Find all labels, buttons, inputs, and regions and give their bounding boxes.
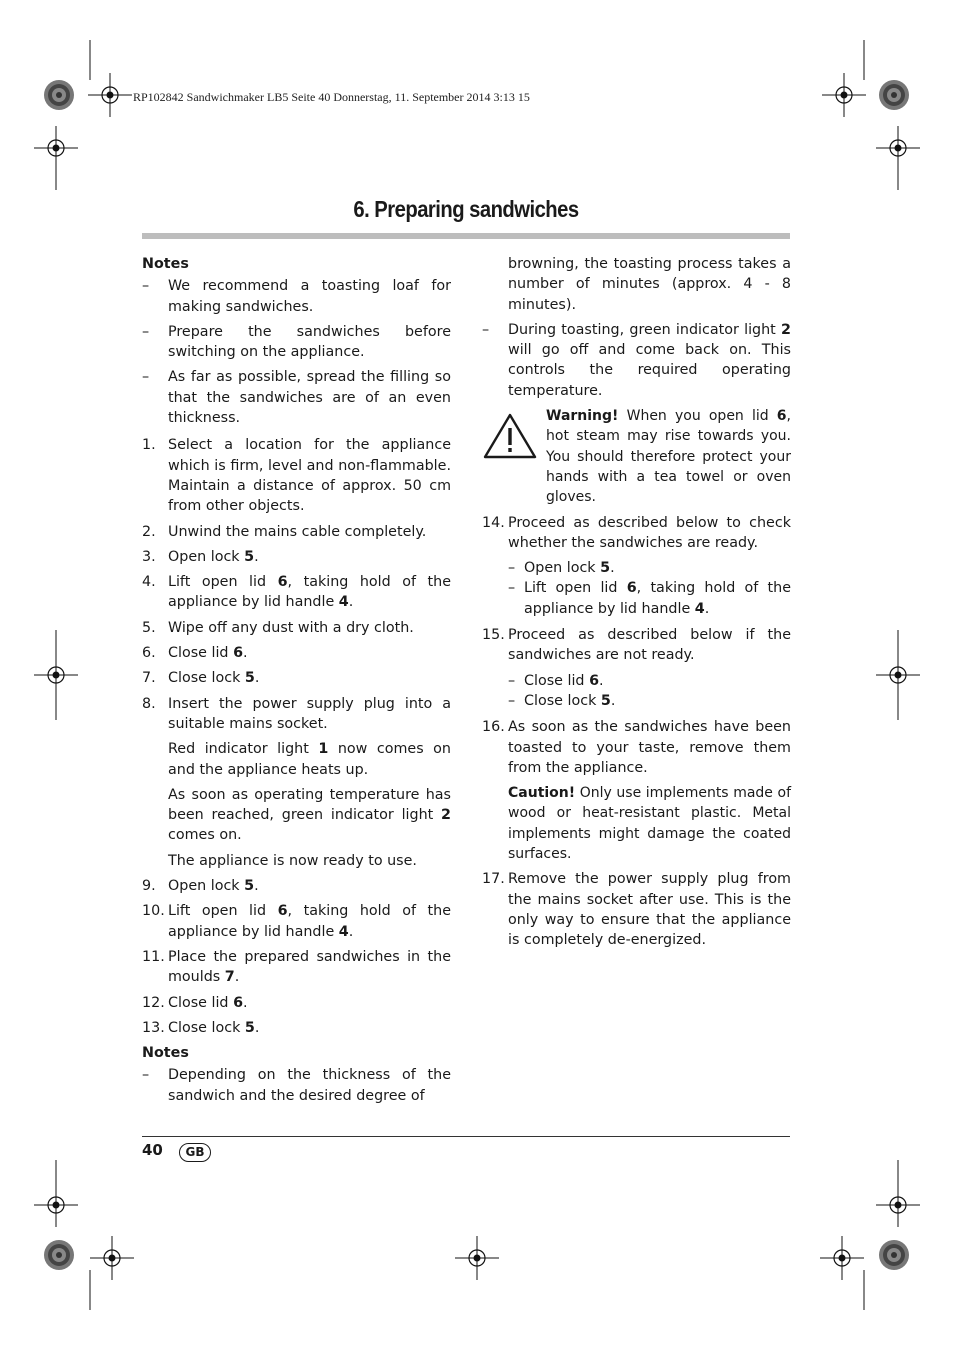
step-17: [482, 869, 791, 950]
sub-step-text: Lift open lid 6, taking hold of the appliance by lid handle 4.: [524, 580, 791, 617]
note-text: Prepare the sandwiches before switching on the appliance.: [168, 323, 451, 361]
step-3: [142, 547, 451, 567]
step-text: Lift open lid 6, taking hold of the appliance by lid handle 4.: [168, 903, 451, 940]
step-1: [142, 435, 451, 516]
step-8-detail: As soon as operating temperature has been reached, green indicator light 2 comes on.: [168, 786, 451, 844]
crosshair-icon: [34, 126, 78, 170]
step-13: [142, 1018, 451, 1038]
step-9: [142, 876, 451, 896]
warning-text: Warning! When you open lid 6, hot steam may rise towards you. You should therefore protect your hands with a tea towel or oven gloves.: [546, 408, 791, 506]
step-number: 6.: [142, 645, 156, 662]
notes-heading: Notes: [142, 256, 189, 272]
step-number: 17.: [482, 871, 505, 888]
step-text: Close lid 6.: [168, 645, 248, 662]
crosshair-icon: [876, 126, 920, 170]
step-text: Close lid 6.: [168, 994, 248, 1011]
step-text: As soon as the sandwiches have been toasted to your taste, remove them from the appliance.: [508, 719, 791, 776]
step-8-detail: The appliance is now ready to use.: [168, 852, 417, 869]
notes-heading: Notes: [142, 1045, 189, 1062]
step-text: Remove the power supply plug from the mains socket after use. This is the only way to ensure that the appliance is completely de-energized.: [508, 871, 791, 949]
crosshair-icon: [90, 1236, 134, 1280]
page-number: 40: [142, 1141, 163, 1159]
step-14: [482, 513, 791, 554]
step-number: 1.: [142, 437, 156, 454]
sub-step-text: Close lid 6.: [524, 672, 604, 689]
sub-step: [508, 671, 791, 691]
step-text: Select a location for the appliance which is firm, level and non-flammable. Maintain a distance of approx. 50 cm from other objects.: [168, 437, 451, 515]
crosshair-icon: [88, 73, 132, 117]
color-bar-icon: [44, 1240, 74, 1270]
title-rule: [142, 233, 790, 239]
step-2: [142, 522, 451, 542]
step-number: 10.: [142, 903, 165, 920]
dash-marker: –: [508, 560, 516, 577]
step-number: 3.: [142, 548, 156, 565]
step-number: 12.: [142, 994, 165, 1011]
crosshair-icon: [876, 1183, 920, 1227]
step-text: Open lock 5.: [168, 878, 259, 895]
footer-rule: [142, 1136, 790, 1137]
step-text: Close lock 5.: [168, 670, 260, 687]
language-badge: GB: [179, 1143, 211, 1162]
step-8-detail: Red indicator light 1 now comes on and the appliance heats up.: [168, 741, 451, 778]
warning-triangle-icon: [482, 406, 546, 507]
dash-marker: –: [508, 672, 516, 689]
right-column: [482, 254, 791, 956]
note-item: [142, 322, 451, 363]
step-text: Insert the power supply plug into a suitable mains socket.: [168, 695, 451, 732]
step-number: 2.: [142, 523, 156, 540]
sub-step-text: Close lock 5.: [524, 692, 616, 709]
step-10: [142, 901, 451, 942]
step-11: [142, 947, 451, 988]
step-12: [142, 993, 451, 1013]
step-text: Proceed as described below if the sandwiches are not ready.: [508, 627, 791, 664]
sub-step: [508, 558, 791, 578]
step-text: Place the prepared sandwiches in the moulds 7.: [168, 948, 451, 986]
note-item: [142, 276, 451, 317]
print-slug: RP102842 Sandwichmaker LB5 Seite 40 Donnerstag, 11. September 2014 3:13 15: [133, 90, 530, 104]
step-text: Proceed as described below to check whether the sandwiches are ready.: [508, 514, 791, 551]
step-4: [142, 572, 451, 613]
step-number: 5.: [142, 619, 156, 636]
step-number: 4.: [142, 574, 156, 591]
crosshair-icon: [820, 1236, 864, 1280]
crosshair-icon: [34, 653, 78, 697]
step-number: 16.: [482, 719, 505, 736]
note-item: [142, 1065, 451, 1106]
step-text: Wipe off any dust with a dry cloth.: [168, 619, 414, 636]
step-6: [142, 643, 451, 663]
step-16: [482, 717, 791, 778]
color-bar-icon: [44, 80, 74, 110]
dash-marker: –: [142, 369, 150, 386]
note-text: During toasting, green indicator light 2 will go off and come back on. This controls the required operating temperature.: [508, 321, 791, 399]
step-number: 8.: [142, 695, 156, 712]
crosshair-icon: [822, 73, 866, 117]
note-item: [482, 320, 791, 401]
step-number: 7.: [142, 670, 156, 687]
crosshair-icon: [34, 1183, 78, 1227]
step-number: 14.: [482, 514, 505, 531]
crosshair-icon: [455, 1236, 499, 1280]
dash-marker: –: [508, 692, 516, 709]
color-bar-icon: [879, 80, 909, 110]
sub-step: [508, 578, 791, 619]
step-text: Close lock 5.: [168, 1019, 260, 1036]
step-text: Lift open lid 6, taking hold of the appliance by lid handle 4.: [168, 574, 451, 611]
dash-marker: –: [482, 321, 490, 338]
step-number: 13.: [142, 1019, 165, 1036]
step-7: [142, 668, 451, 688]
dash-marker: –: [508, 580, 516, 597]
warning-box: [482, 406, 791, 507]
step-number: 15.: [482, 627, 505, 644]
dash-marker: –: [142, 278, 150, 295]
note-continuation: browning, the toasting process takes a number of minutes (approx. 4 - 8 minutes).: [508, 256, 791, 313]
step-8: [142, 694, 451, 735]
note-item: [142, 367, 451, 428]
caution-note: Caution! Only use implements made of wood or heat-resistant plastic. Metal implements might damage the coated surfaces.: [508, 785, 791, 863]
dash-marker: –: [142, 323, 150, 340]
sub-step-text: Open lock 5.: [524, 560, 615, 577]
step-15: [482, 625, 791, 666]
step-number: 9.: [142, 878, 156, 895]
step-5: [142, 618, 451, 638]
step-text: Open lock 5.: [168, 548, 259, 565]
left-column: [142, 254, 451, 1111]
note-text: As far as possible, spread the filling so that the sandwiches are of an even thickness.: [168, 369, 451, 427]
dash-marker: –: [142, 1067, 150, 1084]
note-text: We recommend a toasting loaf for making sandwiches.: [168, 278, 451, 315]
sub-step: [508, 691, 791, 711]
step-number: 11.: [142, 948, 165, 965]
page-title: 6. Preparing sandwiches: [353, 196, 579, 222]
step-text: Unwind the mains cable completely.: [168, 523, 427, 540]
color-bar-icon: [879, 1240, 909, 1270]
note-text-part: Depending on the thickness of the sandwich and the desired degree of: [168, 1067, 451, 1104]
crosshair-icon: [876, 653, 920, 697]
